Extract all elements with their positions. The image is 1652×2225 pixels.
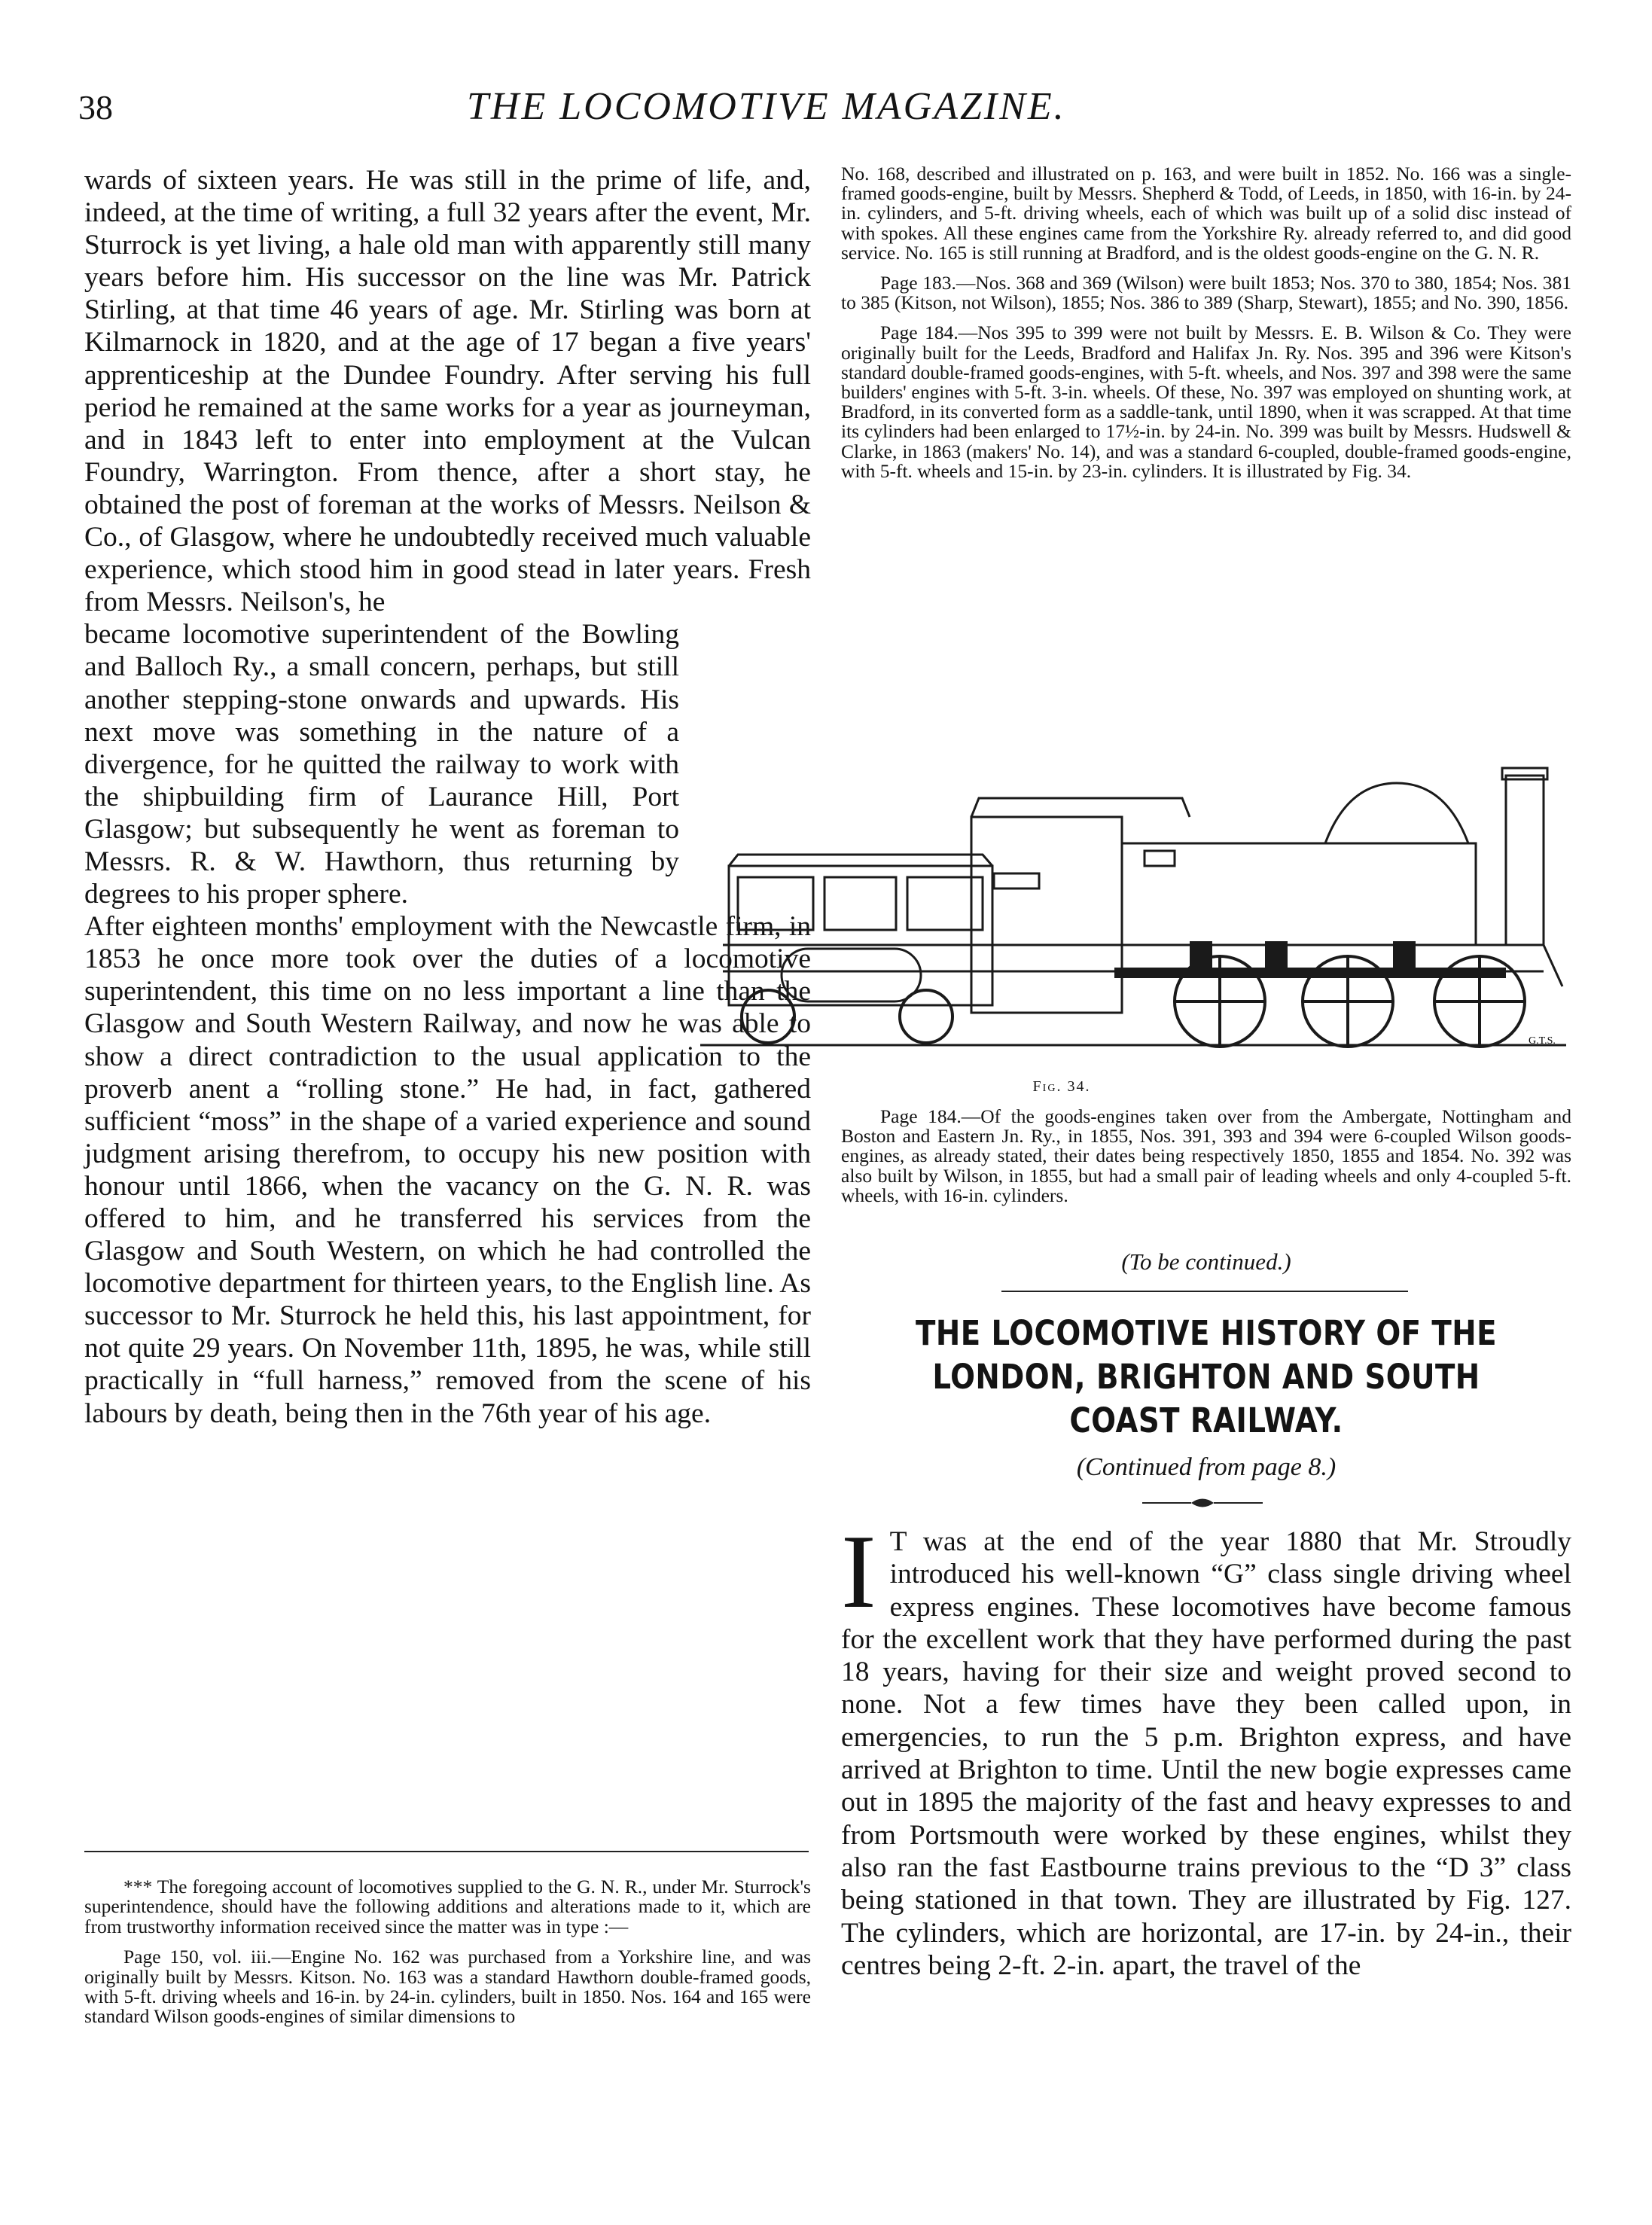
- footnote-page150: Page 150, vol. iii.—Engine No. 162 was purchased from a Yorkshire line, and was originally built by Messrs. Kitson. No. 163 was a standard Hawthorn double-framed goods, with 5-ft. driving wheels and 16-in. by 24-in. cylinders, built in 1850. Nos. 164 and 165 were standard Wilson goods-engines of similar dimensions to: [84, 1946, 811, 2028]
- paragraph-rest: After eighteen months' employment with the Newcastle firm, in 1853 he once more took over the duties of a locomotive superintendent, this time on no less important a line than the Glasgow and South Western Railway, and now he was able to show a direct contradiction to the usual application to the proverb anent a “rolling stone.” He had, in fact, gathered sufficient “moss” in the shape of a varied experience and sound judgment arising therefrom, to occupy his new position with honour until 1866, when the vacancy on the G. N. R. was offered to him, and he transferred his services from the Glasgow and South Western, on which he had controlled the locomotive department for thirteen years, to the English line. As successor to Mr. Sturrock he held this, his last appointment, for not quite 29 years. On November 11th, 1895, he was, while still practically in “full harness,” removed from the scene of his labours by death, being then in the 76th year of his age.: [84, 911, 811, 1429]
- page-number: 38: [78, 88, 113, 126]
- locomotive-engraving-icon: [693, 760, 1574, 1077]
- section-divider-icon: [1001, 1289, 1408, 1294]
- page184-second: [841, 1107, 1571, 1205]
- footnote-rule: [84, 1851, 809, 1852]
- right-column: [841, 164, 1571, 492]
- engraver-mark: G.T.S.: [1529, 1035, 1556, 1047]
- right-paragraph-2: Page 183.—Nos. 368 and 369 (Wilson) were built 1853; Nos. 370 to 380, 1854; Nos. 381 to 385 (Kitson, not Wilson), 1855; Nos. 386 to 389 (Sharp, Stewart), 1855; and No. 390, 1856.: [841, 272, 1571, 314]
- page184-second-text: Page 184.—Of the goods-engines taken over from the Ambergate, Nottingham and Boston and Eastern Jn. Ry., in 1855, Nos. 391, 393 and 394 were 6-coupled Wilson goods-engines, as already stated, their dates being respectively 1850, 1855 and 1854. No. 392 was also built by Wilson, in 1855, but had a small pair of leading wheels and only 4-coupled 5-ft. wheels, with 16-in. cylinders.: [841, 1105, 1571, 1206]
- right-paragraph-1: No. 168, described and illustrated on p. 163, and were built in 1852. No. 166 was a single-framed goods-engine, built by Messrs. Shepherd & Todd, of Leeds, in 1850, with 16-in. by 24-in. cylinders, and 5-ft. driving wheels, each of which was built up of a solid disc instead of with spokes. All these engines came from the Yorkshire Ry. already referred to, and did good service. No. 165 is still running at Bradford, and is the oldest goods-engine on the G. N. R.: [841, 163, 1571, 264]
- article-headline: THE LOCOMOTIVE HISTORY OF THE LONDON, BRIGHTON AND SOUTH COAST RAILWAY.: [916, 1313, 1497, 1440]
- article-body-text: T was at the end of the year 1880 that Mr. Stroudly introduced his well-known “G” class single driving wheel express engines. These locomotives have become famous for the excellent work that they have performed during the past 18 years, having for their size and weight proved second to none. Not a few times have they been called upon, in emergencies, to run the 5 p.m. Brighton express, and have arrived at Brighton to time. Until the new bogie expresses came out in 1895 the majority of the fast and heavy expresses to and from Portsmouth were worked by these engines, whilst they also ran the fast Eastbourne trains previous to the “D 3” class being stationed in that town. They are illustrated by Fig. 127. The cylinders, which are horizontal, are 17-in. by 24-in., their centres being 2-ft. 2-in. apart, the travel of the: [841, 1526, 1571, 1981]
- right-paragraph-3: Page 184.—Nos 395 to 399 were not built by Messrs. E. B. Wilson & Co. They were originally built for the Leeds, Bradford and Halifax Jn. Ry. Nos. 395 and 396 were Kitson's standard double-framed goods-engines, with 5-ft. wheels, and Nos. 397 and 398 were the same builders' engines with 5-ft. 3-in. wheels. Of these, No. 397 was employed on shunting work, at Bradford, in its converted form as a saddle-tank, until 1890, when it was scrapped. At that time its cylinders had been enlarged to 17½-in. by 24-in. No. 399 was built by Messrs. Hudswell & Clarke, in 1863 (makers' No. 14), and was a standard 6-coupled, double-framed goods-engine, with 5-ft. wheels and 15-in. by 23-in. cylinders. It is illustrated by Fig. 34.: [841, 322, 1571, 482]
- to-be-continued: (To be continued.): [1121, 1248, 1291, 1275]
- paragraph-narrow: became locomotive superintendent of the Bowling and Balloch Ry., a small concern, perhaps, but still another stepping-stone onwards and upwards. His next move was something in the nature of a divergence, for he quitted the railway to work with the shipbuilding firm of Laurance Hill, Port Glasgow; but subsequently he went as foreman to Messrs. R. & W. Hawthorn, thus returning by degrees to his proper sphere.: [84, 619, 679, 910]
- dropcap: I: [841, 1513, 876, 1630]
- figure-caption: Fig. 34.: [1032, 1078, 1091, 1095]
- continued-from: (Continued from page 8.): [1076, 1453, 1337, 1481]
- paragraph-wide: wards of sixteen years. He was still in the prime of life, and, indeed, at the time of writing, a full 32 years after the event, Mr. Sturrock is yet living, a hale old man with apparently still many years before him. His successor on the line was Mr. Patrick Stirling, at that time 46 years of age. Mr. Stirling was born at Kilmarnock in 1820, and at the age of 17 began a five years' apprenticeship at the Dundee Foundry. After serving his full period he remained at the same works for a year as journeyman, and in 1843 left to enter into employment at the Vulcan Foundry, Warrington. From thence, after a short stay, he obtained the post of foreman at the works of Messrs. Neilson & Co., of Glasgow, where he undoubtedly received much valuable experience, which stood him in good stead in later years. Fresh from Messrs. Neilson's, he: [84, 165, 811, 618]
- ornament-divider-icon: [1138, 1495, 1266, 1511]
- footnotes: [84, 1877, 811, 2038]
- running-title: THE LOCOMOTIVE MAGAZINE.: [467, 85, 1066, 128]
- footnote-intro: *** The foregoing account of locomotives supplied to the G. N. R., under Mr. Sturrock's superintendence, should have the following additions and alterations made to it, which are from trustworthy information received since the matter was in type :—: [84, 1876, 811, 1937]
- article-body: [841, 1513, 1571, 1982]
